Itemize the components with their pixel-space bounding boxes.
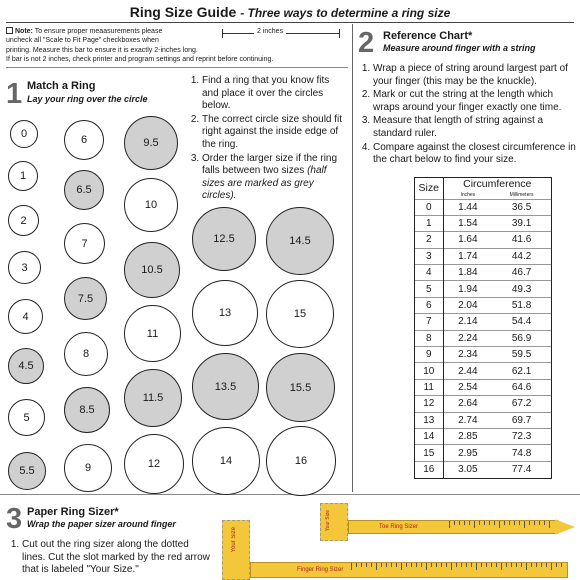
size-cell: 12 xyxy=(415,396,443,412)
ruler-tick xyxy=(406,563,407,567)
ruler-tick xyxy=(461,563,462,567)
ring-size-15-5: 15.5 xyxy=(266,353,335,422)
note-line-1: To ensure proper meaasurements please xyxy=(34,28,163,35)
table-row xyxy=(415,379,551,395)
section2-steps xyxy=(357,63,577,168)
page-title xyxy=(0,4,580,21)
ring-size-13: 13 xyxy=(192,280,258,346)
ring-size-12: 12 xyxy=(124,434,184,494)
inches-header: Inches xyxy=(460,191,476,198)
size-cell: 16 xyxy=(415,461,443,477)
section3-steps xyxy=(6,539,212,578)
ruler-tick xyxy=(529,521,530,525)
size-cell: 9 xyxy=(415,347,443,363)
section1-step-3-note: (half sizes are marked as grey circles). xyxy=(202,165,327,202)
ruler-tick xyxy=(534,521,535,525)
ring-size-1: 1 xyxy=(8,161,38,191)
mm-cell: 56.9 xyxy=(492,330,551,346)
ruler-tick xyxy=(459,521,460,525)
table-row xyxy=(415,297,551,313)
ruler-tick xyxy=(509,521,510,525)
mm-cell: 72.3 xyxy=(492,428,551,444)
table-row xyxy=(415,281,551,297)
mm-cell: 39.1 xyxy=(492,215,551,231)
table-row xyxy=(415,199,551,215)
ruler-tick xyxy=(516,563,517,567)
note-label: Note: xyxy=(15,28,33,35)
section1-subheading: Lay your ring over the circle xyxy=(27,94,148,104)
inches-cell: 1.94 xyxy=(443,281,492,297)
ruler-tick xyxy=(494,521,495,525)
circumference-header: Circumference xyxy=(463,178,532,190)
ring-size-9: 9 xyxy=(64,444,112,492)
ruler-tick xyxy=(446,563,447,567)
inches-cell: 1.64 xyxy=(443,232,492,248)
ring-size-16: 16 xyxy=(266,426,336,496)
size-cell: 7 xyxy=(415,314,443,330)
finger-sizer-label: Finger Ring Sizer xyxy=(297,567,344,573)
inches-cell: 2.34 xyxy=(443,347,492,363)
ring-size-7: 7 xyxy=(64,223,105,264)
note-divider xyxy=(6,67,348,68)
section2-number: 2 xyxy=(358,27,375,59)
ring-size-15: 15 xyxy=(266,280,334,348)
inches-cell: 2.24 xyxy=(443,330,492,346)
ring-size-11-5: 11.5 xyxy=(124,369,182,427)
ruler-tick xyxy=(476,563,477,570)
table-row xyxy=(415,347,551,363)
section2-step-2: 2. Mark or cut the string at the length which wraps around your finger exactly one time. xyxy=(373,89,577,114)
ruler-tick xyxy=(469,521,470,525)
ruler-tick xyxy=(421,563,422,567)
section3-heading: Paper Ring Sizer* xyxy=(27,506,119,518)
ring-size-14: 14 xyxy=(192,427,260,495)
ring-size-0: 0 xyxy=(10,120,38,148)
ring-size-12-5: 12.5 xyxy=(192,207,256,271)
section2-subheading: Measure around finger with a string xyxy=(383,43,536,53)
inches-cell: 3.05 xyxy=(443,461,492,477)
inches-cell: 2.44 xyxy=(443,363,492,379)
mm-cell: 77.4 xyxy=(492,461,551,477)
ruler-tick xyxy=(479,521,480,525)
finger-sizer-slot xyxy=(222,520,250,580)
ruler-tick xyxy=(536,563,537,567)
ring-size-5: 5 xyxy=(8,399,45,436)
calibration-bar-label: 2 inches xyxy=(254,28,286,35)
ruler-tick xyxy=(489,521,490,525)
ring-size-14-5: 14.5 xyxy=(266,207,334,275)
mm-cell: 64.6 xyxy=(492,379,551,395)
note-line-2: uncheck all "Scale to Fit Page" checkboxes when xyxy=(6,37,159,45)
ruler-tick xyxy=(556,563,557,567)
section3-number: 3 xyxy=(6,503,23,535)
ruler-tick xyxy=(499,521,500,528)
title-text: Ring Size Guide xyxy=(129,4,237,20)
ruler-tick xyxy=(456,563,457,567)
table-row xyxy=(415,412,551,428)
table-row xyxy=(415,265,551,281)
table-row xyxy=(415,215,551,231)
ruler-tick xyxy=(526,563,527,570)
ruler-tick xyxy=(531,563,532,567)
ring-size-7-5: 7.5 xyxy=(64,277,107,320)
reference-chart xyxy=(414,177,552,479)
ruler-tick xyxy=(396,563,397,567)
inches-cell: 1.44 xyxy=(443,199,492,215)
ruler-tick xyxy=(501,563,502,570)
section1-step-3 xyxy=(202,153,348,203)
section3-subheading: Wrap the paper sizer around finger xyxy=(27,519,176,529)
section1-step-1: 1. Find a ring that you know fits and place it over the circles below. xyxy=(202,75,348,113)
ruler-tick xyxy=(504,521,505,525)
mm-cell: 41.6 xyxy=(492,232,551,248)
table-row xyxy=(415,248,551,264)
ruler-tick xyxy=(386,563,387,567)
size-cell: 15 xyxy=(415,445,443,461)
ruler-tick xyxy=(356,563,357,567)
ruler-tick xyxy=(471,563,472,567)
ruler-tick xyxy=(401,563,402,570)
ruler-tick xyxy=(436,563,437,567)
ruler-tick xyxy=(561,563,562,567)
ring-size-4: 4 xyxy=(8,299,43,334)
mm-cell: 49.3 xyxy=(492,281,551,297)
section1-steps xyxy=(186,75,348,204)
inches-cell: 2.95 xyxy=(443,445,492,461)
ruler-tick xyxy=(539,521,540,525)
toe-your-size-label: Your Size xyxy=(325,510,331,532)
ring-size-13-5: 13.5 xyxy=(192,353,259,420)
ruler-tick xyxy=(416,563,417,567)
size-cell: 3 xyxy=(415,248,443,264)
size-table-body xyxy=(415,199,551,478)
size-cell: 8 xyxy=(415,330,443,346)
ring-size-6-5: 6.5 xyxy=(64,170,104,210)
section2-heading: Reference Chart* xyxy=(383,30,473,42)
title-divider xyxy=(6,22,574,23)
toe-sizer-slot xyxy=(320,503,348,541)
ruler-tick xyxy=(391,563,392,567)
size-table xyxy=(415,178,551,478)
finger-your-size-label: Your Size xyxy=(231,527,237,553)
mm-cell: 74.8 xyxy=(492,445,551,461)
checkbox-icon xyxy=(6,27,13,34)
finger-ring-sizer[interactable] xyxy=(250,562,568,578)
ruler-tick xyxy=(351,563,352,570)
ruler-tick xyxy=(551,563,552,570)
note-line-4: If bar is not 2 inches, check printer and program settings and reprint before continuing. xyxy=(6,56,274,64)
ruler-tick xyxy=(546,563,547,567)
ruler-tick xyxy=(441,563,442,567)
ruler-tick xyxy=(519,521,520,525)
ruler-tick xyxy=(511,563,512,567)
ring-size-9-5: 9.5 xyxy=(124,116,178,170)
ring-size-8-5: 8.5 xyxy=(64,387,110,433)
ring-size-11: 11 xyxy=(124,305,181,362)
table-row xyxy=(415,396,551,412)
size-cell: 4 xyxy=(415,265,443,281)
mm-cell: 62.1 xyxy=(492,363,551,379)
ruler-tick xyxy=(506,563,507,567)
inches-cell: 2.74 xyxy=(443,412,492,428)
inches-cell: 2.14 xyxy=(443,314,492,330)
size-cell: 0 xyxy=(415,199,443,215)
toe-sizer-arrow xyxy=(555,514,575,540)
section2-step-4: 4. Compare against the closest circumference in the chart below to find your size. xyxy=(373,142,577,167)
mm-cell: 36.5 xyxy=(492,199,551,215)
ruler-tick xyxy=(454,521,455,525)
ruler-tick xyxy=(361,563,362,567)
ruler-tick xyxy=(381,563,382,567)
mm-cell: 69.7 xyxy=(492,412,551,428)
mm-cell: 51.8 xyxy=(492,297,551,313)
ruler-tick xyxy=(496,563,497,567)
toe-sizer-label: Toe Ring Sizer xyxy=(379,524,419,530)
mm-cell: 46.7 xyxy=(492,265,551,281)
ring-size-4-5: 4.5 xyxy=(8,348,44,384)
table-row xyxy=(415,461,551,477)
table-row xyxy=(415,330,551,346)
ruler-tick xyxy=(411,563,412,567)
section1-step-2: 2. The correct circle size should fit right against the inside edge of the ring. xyxy=(202,114,348,152)
size-cell: 13 xyxy=(415,412,443,428)
ring-size-10-5: 10.5 xyxy=(124,242,180,298)
note-line-3: printing. Measure this bar to ensure it is exactly 2-inches long. xyxy=(6,46,198,54)
ruler-tick xyxy=(464,521,465,525)
ruler-tick xyxy=(451,563,452,570)
mm-cell: 59.5 xyxy=(492,347,551,363)
ruler-tick xyxy=(549,521,550,528)
table-row xyxy=(415,363,551,379)
inches-cell: 2.54 xyxy=(443,379,492,395)
ruler-tick xyxy=(426,563,427,570)
inches-cell: 1.74 xyxy=(443,248,492,264)
mm-cell: 54.4 xyxy=(492,314,551,330)
size-column-header: Size xyxy=(415,178,443,199)
mm-cell: 44.2 xyxy=(492,248,551,264)
table-row xyxy=(415,428,551,444)
size-cell: 6 xyxy=(415,297,443,313)
table-row xyxy=(415,445,551,461)
subtitle-text: - Three ways to determine a ring size xyxy=(240,6,451,20)
inches-cell: 1.84 xyxy=(443,265,492,281)
ruler-tick xyxy=(481,563,482,567)
ruler-tick xyxy=(371,563,372,567)
ruler-tick xyxy=(486,563,487,567)
size-cell: 2 xyxy=(415,232,443,248)
ring-size-5-5: 5.5 xyxy=(8,452,46,490)
ruler-tick xyxy=(376,563,377,570)
size-cell: 10 xyxy=(415,363,443,379)
ruler-tick xyxy=(491,563,492,567)
ring-size-2: 2 xyxy=(8,205,39,236)
column-divider xyxy=(352,24,353,492)
ruler-tick xyxy=(474,521,475,528)
ruler-tick xyxy=(466,563,467,567)
inches-cell: 2.04 xyxy=(443,297,492,313)
ruler-tick xyxy=(521,563,522,567)
mm-cell: 67.2 xyxy=(492,396,551,412)
inches-cell: 1.54 xyxy=(443,215,492,231)
section2-step-3: 3. Measure that length of string against a standard ruler. xyxy=(373,115,577,140)
ruler-tick xyxy=(366,563,367,567)
ring-size-10: 10 xyxy=(124,178,178,232)
size-cell: 1 xyxy=(415,215,443,231)
ruler-tick xyxy=(544,521,545,525)
ruler-tick xyxy=(524,521,525,528)
section1-number: 1 xyxy=(6,78,23,110)
millimeters-header: Millimeters xyxy=(509,191,534,198)
ruler-tick xyxy=(514,521,515,525)
ruler-tick xyxy=(484,521,485,525)
size-cell: 5 xyxy=(415,281,443,297)
calibration-bar xyxy=(222,29,340,38)
size-cell: 11 xyxy=(415,379,443,395)
toe-ring-sizer[interactable] xyxy=(348,520,558,534)
section1-step-3-text: Order the larger size if the ring falls between two sizes xyxy=(202,152,338,177)
inches-cell: 2.64 xyxy=(443,396,492,412)
ring-size-6: 6 xyxy=(64,120,104,160)
section2-step-1: 1. Wrap a piece of string around largest part of your finger (this may be the knuckle). xyxy=(373,63,577,88)
ruler-tick xyxy=(541,563,542,567)
section1-heading: Match a Ring xyxy=(27,80,96,92)
ruler-tick xyxy=(431,563,432,567)
table-row xyxy=(415,232,551,248)
inches-cell: 2.85 xyxy=(443,428,492,444)
table-row xyxy=(415,314,551,330)
section3-step-1: 1. Cut out the ring sizer along the dotted lines. Cut the slot marked by the red arrow that is labeled "Your Size." xyxy=(22,539,212,577)
size-cell: 14 xyxy=(415,428,443,444)
ring-size-3: 3 xyxy=(8,251,41,284)
ring-size-8: 8 xyxy=(64,332,108,376)
ruler-tick xyxy=(449,521,450,528)
